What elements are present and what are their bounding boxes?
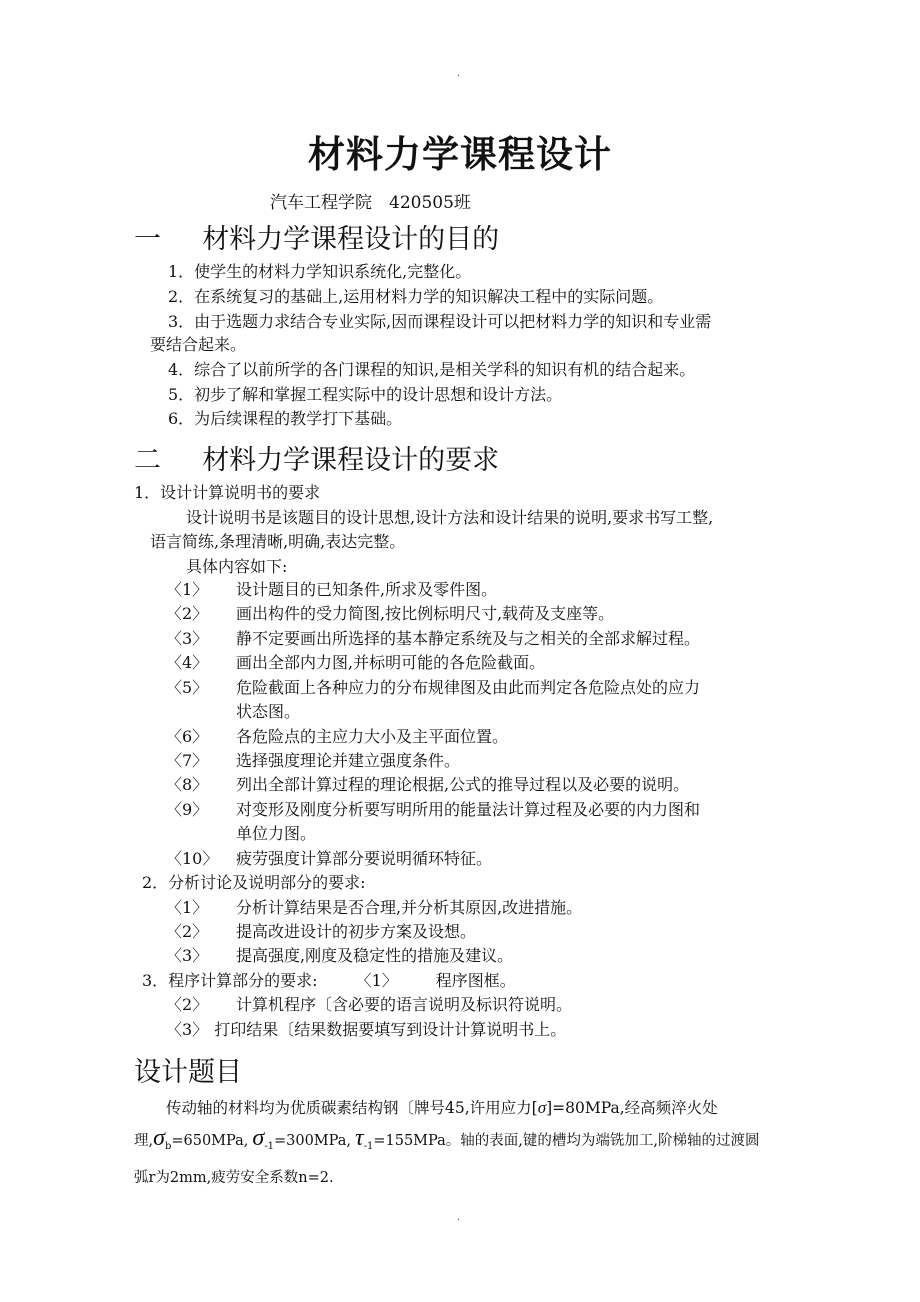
section1-item-1: 1．使学生的材料力学知识系统化,完整化。 <box>168 262 472 281</box>
section1-item-3-cont: 要结合起来。 <box>150 335 247 354</box>
list1-item: 〈6〉 各危险点的主应力大小及主平面位置。 <box>166 727 509 746</box>
section1-title: 材料力学课程设计的目的 <box>202 224 500 255</box>
list1-item: 〈2〉 画出构件的受力简图,按比例标明尺寸,载荷及支座等。 <box>166 604 615 623</box>
problem-line3: 弧r为2mm,疲劳安全系数n=2. <box>134 1170 334 1186</box>
list1-item: 〈9〉 对变形及刚度分析要写明所用的能量法计算过程及必要的内力图和 <box>166 800 701 819</box>
list1-item: 〈8〉 列出全部计算过程的理论根据,公式的推导过程以及必要的说明。 <box>166 775 690 794</box>
section1-item-3: 3．由于选题力求结合专业实际,因而课程设计可以把材料力学的知识和专业需 <box>168 312 712 331</box>
list1-item-cont: 状态图。 <box>236 702 301 721</box>
list1-item: 〈4〉 画出全部内力图,并标明可能的各危险截面。 <box>166 653 546 672</box>
section1-heading <box>134 217 499 256</box>
part2-title: 2．分析讨论及说明部分的要求: <box>142 873 366 892</box>
part1-paragraph-line1: 设计说明书是该题目的设计思想,设计方法和设计结果的说明,要求书写工整, <box>186 508 714 527</box>
problem-line2: 理$,\sigma_b=650MPa$, $\sigma_{-1}=300MPa$, $\tau_{-1}=155MPa$。轴的表面,键的槽均为端铣加工,阶梯轴的过渡圆 <box>134 1125 760 1152</box>
page-title: 材料力学课程设计 <box>308 133 612 176</box>
part1-intro: 具体内容如下: <box>186 557 288 576</box>
list2-item: 〈3〉 提高强度,刚度及稳定性的措施及建议。 <box>166 946 514 965</box>
section1-item-6: 6．为后续课程的教学打下基础。 <box>168 409 403 428</box>
section3-heading: 设计题目 <box>134 1057 242 1088</box>
list1-item: 〈3〉 静不定要画出所选择的基本静定系统及与之相关的全部求解过程。 <box>166 629 701 648</box>
tau-symbol: τ <box>355 1125 364 1151</box>
list2-item: 〈2〉 提高改进设计的初步方案及设想。 <box>166 922 477 941</box>
problem-line1: 传动轴的材料均为优质碳素结构钢〔牌号45,许用应力[σ]=80MPa,经高频淬火处 <box>166 1098 718 1117</box>
section1-item-5: 5．初步了解和掌握工程实际中的设计思想和设计方法。 <box>168 385 563 404</box>
list1-item: 〈7〉 选择强度理论并建立强度条件。 <box>166 751 461 770</box>
list3-item: 〈2〉 计算机程序〔含必要的语言说明及标识符说明。 <box>166 995 573 1014</box>
section1-item-4: 4．综合了以前所学的各门课程的知识,是相关学科的知识有机的结合起来。 <box>168 360 696 379</box>
list3-item: 〈3〉 打印结果〔结果数据要填写到设计计算说明书上。 <box>166 1020 567 1039</box>
header-dot: . <box>457 68 461 79</box>
subtitle: 汽车工程学院 420505班 <box>270 193 471 213</box>
list2-item: 〈1〉 分析计算结果是否合理,并分析其原因,改进措施。 <box>166 898 583 917</box>
sigma-symbol: σ <box>153 1125 165 1151</box>
section2-heading <box>134 438 499 477</box>
part1-title: 1．设计计算说明书的要求 <box>134 483 321 502</box>
sigma-symbol: σ <box>252 1125 265 1151</box>
part1-paragraph-line2: 语言简练,条理清晰,明确,表达完整。 <box>150 532 406 551</box>
list1-item: 〈5〉 危险截面上各种应力的分布规律图及由此而判定各危险点处的应力 <box>166 678 701 697</box>
part3-title: 3．程序计算部分的要求: 〈1〉 程序图框。 <box>142 971 516 990</box>
list1-item: 〈10〉 疲劳强度计算部分要说明循环特征。 <box>166 849 493 868</box>
footer-dot: . <box>457 1212 461 1223</box>
list1-item: 〈1〉 设计题目的已知条件,所求及零件图。 <box>166 580 498 599</box>
section1-number: 一 <box>134 224 161 255</box>
section2-title: 材料力学课程设计的要求 <box>202 445 500 476</box>
section2-number: 二 <box>134 445 161 476</box>
list1-item-cont: 单位力图。 <box>236 824 317 843</box>
section1-item-2: 2．在系统复习的基础上,运用材料力学的知识解决工程中的实际问题。 <box>168 287 664 306</box>
